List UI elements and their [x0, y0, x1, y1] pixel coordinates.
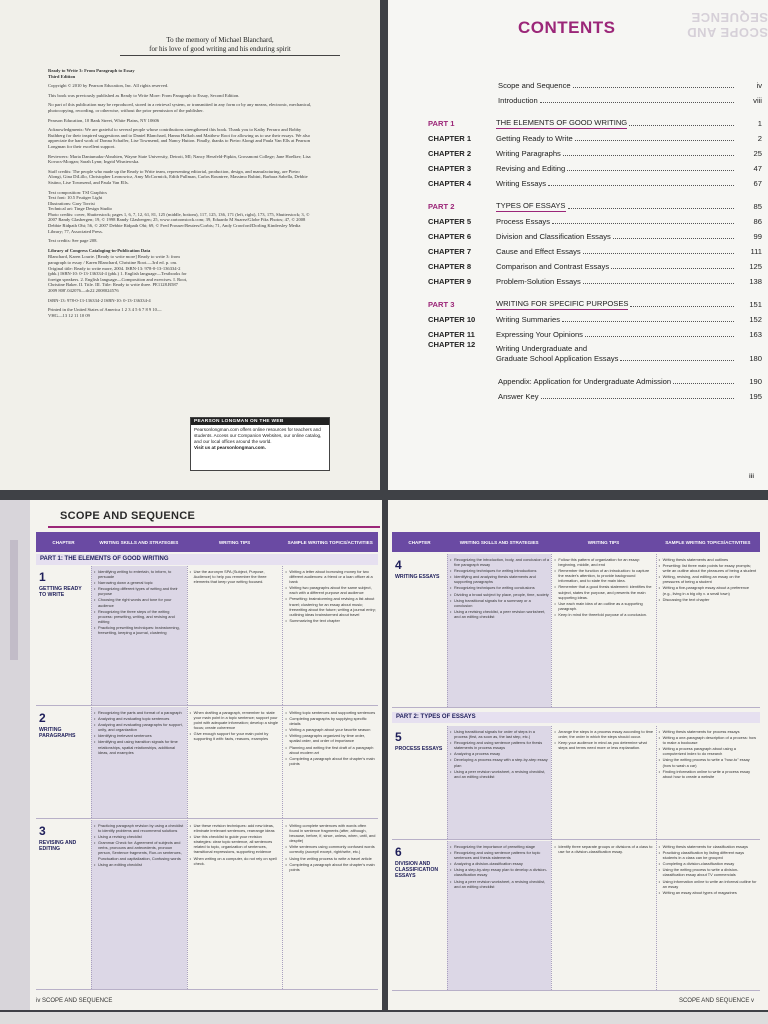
- toc-chapter: [428, 174, 762, 189]
- toc-page: 180: [749, 354, 762, 363]
- topics-cell: [282, 707, 378, 818]
- previous-edition: This book was previously published as Ready to Write More: From Paragraph to Essay, Second Edition.: [48, 92, 240, 98]
- bullet-item: • Writing complete sentences with words often found in sentence fragments (after, although, because, before, if, since, unless, when, until, and despite): [285, 823, 376, 843]
- table-of-contents: [428, 76, 762, 402]
- bullet-item: • Completing a division-classification essay: [659, 861, 758, 866]
- toc-title-line2: Graduate School Application Essays: [496, 354, 619, 363]
- toc-leader: [541, 398, 734, 399]
- tips-cell: [187, 566, 283, 705]
- bullet-item: • Recognizing the parts and format of a paragraph: [94, 710, 185, 715]
- toc-label: PART 1: [428, 119, 455, 128]
- topics-cell: [656, 841, 760, 990]
- toc-title: Appendix: Application for Undergraduate Admission: [498, 377, 672, 386]
- bullet-item: • Using a revising checklist: [94, 834, 185, 839]
- toc-leader: [575, 140, 734, 141]
- bullet-item: • Summarizing the text chapter: [285, 618, 376, 623]
- toc-page: 67: [753, 179, 762, 188]
- chapter-cell: [36, 820, 91, 989]
- toc-title: Process Essays: [496, 217, 551, 226]
- scope-row: [392, 554, 760, 708]
- toc-title: Problem-Solution Essays: [496, 277, 581, 286]
- printed-in: Printed in the United States of America 1 2 3 4 5 6 7 8 9 10—VHG—13 12 11 10 09: [48, 307, 162, 318]
- toc-spacer: [428, 287, 762, 295]
- chapter-name: DIVISION AND CLASSIFICATION ESSAYS: [395, 861, 439, 879]
- bullet-item: • Analyzing and evaluating paragraphs for support, unity, and organization: [94, 722, 185, 732]
- chapter-name: WRITING ESSAYS: [395, 574, 440, 580]
- chapter-cell: [392, 726, 447, 839]
- bullet-item: • Identifying and using transition signals for time relationships, spatial relationships, additional ideas, and examples: [94, 739, 185, 754]
- skills-cell: [91, 820, 187, 989]
- toc-page: 151: [749, 300, 762, 309]
- publisher-address: Pearson Education, 10 Bank Street, White Plains, NY 10606: [48, 117, 160, 123]
- bullet-item: • Using the writing process to write a "how-to" essay (how to wash a car): [659, 757, 758, 767]
- dedication-rule: [120, 55, 340, 56]
- skills-cell: [91, 566, 187, 705]
- bullet-item: • Use each main idea of an outline as a supporting paragraph.: [554, 601, 653, 611]
- bullet-item: • Remember that a good thesis statement: identifies the subject, states the purpose, and presents the main supporting ideas.: [554, 584, 653, 599]
- chapter-number: 5: [395, 730, 402, 744]
- toc-page: 1: [757, 119, 762, 128]
- cip-heading: Library of Congress Cataloging-in-Publication Data: [48, 247, 151, 253]
- bullet-item: • Writing paragraphs organized by time order, spatial order, and order of importance: [285, 733, 376, 743]
- toc-label: CHAPTER 9: [428, 277, 472, 286]
- toc-leader: [673, 383, 734, 384]
- bullet-item: • Writing a five-paragraph essay about a preference (e.g., living in a big city v. a small town): [659, 585, 758, 595]
- bullet-item: • Writing, revising, and editing an essay on the pressures of being a student: [659, 574, 758, 584]
- scope-row: [392, 726, 760, 840]
- toc-label: CHAPTER 6: [428, 232, 472, 241]
- header-skills: WRITING SKILLS AND STRATEGIES: [459, 539, 539, 545]
- bullet-item: • Keep in mind the threefold purpose of a conclusion.: [554, 612, 653, 617]
- toc-label: CHAPTER 4: [428, 179, 472, 188]
- toc-chapter: [428, 227, 762, 242]
- bullet-item: • Grammar Check for: Agreement of subjects and verbs, pronouns and antecedents, pronoun person, Sentence fragments, Run-on sentences, Punctuation and capitalization, Confusing words: [94, 840, 185, 860]
- toc-page: 2: [757, 134, 762, 143]
- toc-leader: [613, 238, 734, 239]
- bullet-item: • Writing thesis statements and outlines: [659, 557, 758, 562]
- toc-leader: [620, 360, 734, 361]
- toc-leader: [567, 170, 734, 171]
- ghost-heading: SCOPE AND SEQUENCE: [686, 10, 768, 40]
- toc-chapter: [428, 212, 762, 227]
- bullet-item: • When drafting a paragraph, remember to: state your main point in a topic sentence; support your point with adequate information; develop a single focus; create coherence: [190, 710, 281, 730]
- page-footer: SCOPE AND SEQUENCE v: [678, 998, 754, 1004]
- header-chapter: CHAPTER: [52, 539, 75, 545]
- bullet-item: • Recognizing the importance of prewriting stage: [450, 844, 549, 849]
- toc-part: [428, 114, 762, 129]
- toc-title: WRITING FOR SPECIFIC PURPOSES: [496, 299, 629, 308]
- bullet-item: • Prewriting: brainstorming and revising a list about travel; clustering for an essay about music; freewriting about the future; writing a journal entry; outlining ideas brainstormed about travel: [285, 596, 376, 616]
- staff-credits: Staff credits: The people who made up the Ready to Write team, representing editorial, production, design, and manufacturing, are Pietro Alongi, Gina DiLillo, Christopher Leonowicz, Amy McCormick, Edith Pullman, Carlos Rountree, Massimo Rubini, Barbara Sabella, Debbie Sistino, Lise Townsend, and Paula Van Ells.: [48, 168, 308, 185]
- toc-leader: [629, 125, 734, 126]
- bullet-item: • Use the acronym SPA (Subject, Purpose, Audience) to help you remember the three elements that keep your writing focused.: [190, 569, 281, 584]
- chapter-name: REVISING AND EDITING: [39, 840, 77, 852]
- bullet-item: • Recognizing techniques for writing conclusions: [450, 585, 549, 590]
- scope-row: [36, 820, 378, 990]
- bullet-item: • Practicing prewriting techniques: brainstorming, freewriting, keeping a journal, clustering: [94, 625, 185, 635]
- bullet-item: • Give enough support for your main point by supporting it with: facts, reasons, examples: [190, 731, 281, 741]
- bullet-item: • Using information online to write an informal outline for an essay: [659, 879, 758, 889]
- topics-cell: [282, 566, 378, 705]
- toc-item: [428, 372, 762, 387]
- bullet-item: • Writing a one-paragraph description of a process: how to make a bookcase: [659, 735, 758, 745]
- toc-title: Revising and Editing: [496, 164, 566, 173]
- bullet-item: • Recognizing and using sentence patterns for topic sentences and thesis statements: [450, 850, 549, 860]
- bullet-item: • Using a peer revision worksheet, a revising checklist, and an editing checklist: [450, 769, 549, 779]
- toc-page: 138: [749, 277, 762, 286]
- bullet-item: • Finding information online to write a process essay about how to create a website: [659, 769, 758, 779]
- toc-leader: [583, 253, 734, 254]
- skills-cell: [91, 707, 187, 818]
- bullet-item: • Narrowing down a general topic: [94, 580, 185, 585]
- tips-cell: [551, 841, 655, 990]
- toc-page: 195: [749, 392, 762, 401]
- toc-leader: [568, 208, 735, 209]
- chapter-cell: [36, 566, 91, 705]
- cip-data: Blanchard, Karen Lourie. [Ready to write more] Ready to write 3: from paragraph to essay / Karen Blanchard, Christine Root.—3rd ed. p. cm. Original title: Ready to write more, 2004. ISBN-13: 978-0-13-136334-2 (pbk.) ISBN-10: 0-13-136334-4 (pbk.) 1. English language—Textbooks for foreign speakers. 2. English language—Composition and exercises. I. Root, Christine Baker. II. Title. III. Title: Ready to write three. PE1128.B587 2009 808'.042076—dc22 2008024576: [48, 254, 188, 293]
- bullet-item: • Keep your audience in mind as you determine what steps and terms need more or less explanation.: [554, 740, 653, 750]
- bullet-item: • When writing on a computer, do not rely on spell check.: [190, 856, 281, 866]
- toc-page: 190: [749, 377, 762, 386]
- header-topics: SAMPLE WRITING TOPICS/ACTIVITIES: [665, 539, 751, 545]
- toc-title: Getting Ready to Write: [496, 134, 573, 143]
- header-tips: WRITING TIPS: [587, 539, 620, 545]
- bullet-item: • Write sentences using commonly confused words correctly (accept/ except, right/write, etc.): [285, 844, 376, 854]
- toc-label: CHAPTER 11: [428, 330, 475, 339]
- bullet-item: • Dividing a broad subject by place, people, time, society: [450, 592, 549, 597]
- toc-label: PART 3: [428, 300, 455, 309]
- ad-visit: Visit us at pearsonlongman.com.: [194, 445, 266, 450]
- scope-row: [36, 707, 378, 819]
- bullet-item: • Developing a process essay with a step-by-step essay plan: [450, 757, 549, 767]
- page-title: SCOPE AND SEQUENCE: [60, 510, 196, 522]
- bullet-item: • Writing a letter about borrowing money for two different audiences: a friend or a loan officer at a bank: [285, 569, 376, 584]
- toc-chapter: [428, 257, 762, 272]
- toc-title-line1: Writing Undergraduate and: [496, 344, 588, 353]
- book-title: Ready to Write 3: From Paragraph to Essay: [48, 68, 135, 73]
- toc-label: PART 2: [428, 202, 455, 211]
- page-number: iii: [748, 474, 754, 480]
- bullet-item: • Using an editing checklist: [94, 862, 185, 867]
- chapter-cell: [392, 841, 447, 990]
- contents-page: [388, 0, 768, 490]
- toc-item: [428, 91, 762, 106]
- toc-title: Writing Essays: [496, 179, 547, 188]
- bullet-item: • Completing a paragraph about the chapter's main points: [285, 862, 376, 872]
- toc-title: Expressing Your Opinions: [496, 330, 583, 339]
- sidebar-tab: [10, 540, 18, 660]
- toc-leader: [552, 223, 734, 224]
- tech-art-credit: Technical art: Tinge Design Studio: [48, 206, 112, 212]
- pearson-web-ad: [190, 417, 330, 471]
- toc-chapter: [428, 272, 762, 287]
- bullet-item: • Practicing classification by listing different ways students in a class can be grouped: [659, 850, 758, 860]
- ad-heading: PEARSON LONGMAN ON THE WEB: [191, 418, 329, 425]
- photo-credits: Photo credits: cover, Shutterstock; pages 1, 6, 7, 12, 61, 81, 125 (middle, bottom), 117, 125, 136, 171 (left, right), 173, 175, Shutterstock; 3, © 2007 Randy Glasbergen; 19, © 1998 Randy Glasbergen; 25, www.cartoonstock.com; 39, Eduardo M Suarez/Globe Fiks Photos; 47, © 2008 Debbie Ridpath Ohi; 56, © 2007 Debbie Ridpath Ohi; 69, © Fred Prouser/Reuters/Corbis; 71, Andy Crawford/Dorling Kindersley Media Library; 77, Associated Press.: [48, 211, 310, 234]
- header-chapter: CHAPTER: [408, 539, 431, 545]
- toc-part: [428, 295, 762, 310]
- toc-chapter: [428, 159, 762, 174]
- toc-page: 99: [753, 232, 762, 241]
- toc-leader: [562, 321, 734, 322]
- scope-row: [392, 841, 760, 991]
- toc-page: 25: [753, 149, 762, 158]
- bullet-item: • Arrange the steps in a process essay according to time order, the order in which the steps should occur.: [554, 729, 653, 739]
- toc-leader: [573, 87, 734, 88]
- topics-cell: [656, 554, 760, 707]
- toc-part: [428, 197, 762, 212]
- toc-title: Answer Key: [498, 392, 539, 401]
- chapter-number: 1: [39, 570, 46, 584]
- bullet-item: • Writing topic sentences and supporting sentences: [285, 710, 376, 715]
- chapter-number: 4: [395, 558, 402, 572]
- next-page-edge: [0, 1012, 768, 1024]
- toc-label: CHAPTER 1: [428, 134, 472, 143]
- acknowledgments: Acknowledgments: We are grateful to several people whose contributions strengthened this book. Thank you to Kathy Ferraro and Bobby Ruthberg for their inspired suggestions and to Daniel Blanchard, Hanna Halkoh and Matthew Root for allowing us to use their essays. We also appreciate the hard work of Donna Schaffer, Lise Townsend, and Nancy Hutton. Finally, thanks to Pietro Alongi and Paula Van Ells at Pearson Longman for their excellent support.: [48, 127, 311, 149]
- bullet-item: • Completing a paragraph about the chapter's main points: [285, 756, 376, 766]
- toc-leader: [583, 283, 734, 284]
- toc-leader: [548, 185, 734, 186]
- bullet-item: • Recognizing and using sentence patterns for thesis statements in process essays: [450, 740, 549, 750]
- text-composition: Text composition: TSI Graphics: [48, 189, 107, 195]
- toc-item: [428, 387, 762, 402]
- toc-title: Writing Paragraphs: [496, 149, 561, 158]
- bullet-item: • Remember the function of an introduction: to capture the reader's attention, to provide background information, and to state the main idea.: [554, 568, 653, 583]
- text-font: Text font: 10.5 Frutiger Light: [48, 195, 103, 201]
- bullet-item: • Writing thesis statements for classification essays: [659, 844, 758, 849]
- toc-title: Scope and Sequence: [498, 81, 571, 90]
- toc-chapter: [428, 144, 762, 159]
- edition: Third Edition: [48, 73, 76, 79]
- page-title: CONTENTS: [518, 18, 616, 37]
- bullet-item: • Using a peer revision worksheet, a revising checklist, and an editing checklist: [450, 879, 549, 889]
- toc-label: CHAPTER 5: [428, 217, 472, 226]
- scope-row: [36, 566, 378, 706]
- toc-chapter: [428, 325, 762, 340]
- toc-leader: [585, 336, 734, 337]
- toc-spacer: [428, 364, 762, 372]
- chapter-number: 6: [395, 845, 402, 859]
- toc-page: iv: [756, 81, 762, 90]
- tips-cell: [551, 554, 655, 707]
- skills-cell: [447, 726, 551, 839]
- bullet-item: • Recognizing different types of writing and their purpose: [94, 586, 185, 596]
- bullet-item: • Choosing the right words and tone for your audience: [94, 597, 185, 607]
- toc-title: Cause and Effect Essays: [496, 247, 581, 256]
- toc-spacer: [428, 106, 762, 114]
- copyright-page: [0, 0, 380, 490]
- toc-title: [496, 344, 618, 364]
- toc-leader: [630, 306, 734, 307]
- toc-item: [428, 76, 762, 91]
- isbn: ISBN-13: 978-0-13-136334-2 ISBN-10: 0-13-136334-4: [48, 297, 151, 303]
- copyright-notice: Copyright © 2010 by Pearson Education, Inc. All rights reserved.: [48, 83, 169, 89]
- bullet-item: • Using a revising checklist, a peer revision worksheet, and an editing checklist: [450, 609, 549, 619]
- skills-cell: [447, 841, 551, 990]
- ad-body: Pearsonlongman.com offers online resources for teachers and students. Access our Companion Websites, our online catalog, and our local offices around the world.: [194, 427, 322, 444]
- text-credits: Text credits: See page 208.: [48, 238, 98, 244]
- scope-page-right: [388, 500, 768, 1010]
- bullet-item: • Practicing paragraph revision by using a checklist to identify problems and recommend solutions: [94, 823, 185, 833]
- bullet-item: • Use this checklist to guide your revision strategies: clear topic sentence, all sentences related to topic, organization of sentences, transitional expressions, supporting evidence: [190, 834, 281, 854]
- toc-title: Division and Classification Essays: [496, 232, 611, 241]
- part-band: PART 2: TYPES OF ESSAYS: [392, 712, 760, 723]
- bullet-item: • Using the writing process to write a travel article: [285, 856, 376, 861]
- bullet-item: • Recognizing the introduction, body, and conclusion of a five paragraph essay: [450, 557, 549, 567]
- bullet-item: • Writing a paragraph about your favorite season: [285, 727, 376, 732]
- chapter-name: GETTING READY TO WRITE: [39, 586, 82, 598]
- chapter-number: 2: [39, 711, 46, 725]
- toc-chapter: [428, 340, 762, 364]
- part-band: PART 1: THE ELEMENTS OF GOOD WRITING: [36, 554, 378, 565]
- tips-cell: [551, 726, 655, 839]
- toc-page: 85: [753, 202, 762, 211]
- bullet-item: • Using a step-by-step essay plan to develop a division-classification essay: [450, 867, 549, 877]
- toc-chapter: [428, 310, 762, 325]
- illustrations-credit: Illustrations: Gary Torrisi: [48, 200, 95, 206]
- header-topics: SAMPLE WRITING TOPICS/ACTIVITIES: [287, 539, 373, 545]
- toc-title: Introduction: [498, 96, 538, 105]
- chapter-name: PROCESS ESSAYS: [395, 746, 443, 752]
- toc-page: 152: [749, 315, 762, 324]
- chapter-name: WRITING PARAGRAPHS: [39, 727, 76, 739]
- reproduction-notice: No part of this publication may be reproduced, stored in a retrieval system, or transmitted in any form or by any means, electronic, mechanical, photocopying, recording, or otherwise, without the prior permission of the publisher.: [48, 102, 312, 113]
- tips-cell: [187, 707, 283, 818]
- toc-page: 111: [750, 247, 762, 256]
- topics-cell: [656, 726, 760, 839]
- topics-cell: [282, 820, 378, 989]
- bullet-item: • Planning and writing the first draft of a paragraph about modern art: [285, 745, 376, 755]
- page-footer: iv SCOPE AND SEQUENCE: [36, 998, 113, 1004]
- title-rule: [48, 526, 380, 528]
- bullet-item: • Identifying irrelevant sentences: [94, 733, 185, 738]
- toc-leader: [563, 155, 734, 156]
- bullet-item: • Analyzing a division-classification essay: [450, 861, 549, 866]
- toc-page: viii: [753, 96, 762, 105]
- bullet-item: • Using transitional signals for a summary or a conclusion: [450, 598, 549, 608]
- toc-leader: [540, 102, 734, 103]
- table-header: [392, 532, 760, 552]
- toc-label: CHAPTER 2: [428, 149, 472, 158]
- chapter-cell: [392, 554, 447, 707]
- bullet-item: • Discussing the text chapter: [659, 597, 758, 602]
- toc-page: 86: [753, 217, 762, 226]
- toc-label: CHAPTER 10: [428, 315, 476, 324]
- bullet-item: • Recognizing the three steps of the writing process: prewriting, writing, and revising and editing: [94, 609, 185, 624]
- skills-cell: [447, 554, 551, 707]
- toc-label: CHAPTER 12: [428, 340, 476, 349]
- bullet-item: • Identify three separate groups or divisions of a class to use for a division-classification essay.: [554, 844, 653, 854]
- header-skills: WRITING SKILLS AND STRATEGIES: [99, 539, 179, 545]
- header-tips: WRITING TIPS: [218, 539, 251, 545]
- toc-page: 125: [749, 262, 762, 271]
- scope-page-left: [0, 500, 382, 1010]
- bullet-item: • Prewriting: list three main points for essay prompts; write an outline about the pleasures of being a student: [659, 563, 758, 573]
- toc-leader: [611, 268, 734, 269]
- toc-chapter: [428, 129, 762, 144]
- bullet-item: • Identifying writing to entertain, to inform, to persuade: [94, 569, 185, 579]
- chapter-cell: [36, 707, 91, 818]
- toc-title: Writing Summaries: [496, 315, 560, 324]
- toc-label: CHAPTER 8: [428, 262, 472, 271]
- toc-page: 163: [749, 330, 762, 339]
- bullet-item: • Analyzing a process essay: [450, 751, 549, 756]
- bullet-item: • Using transitional signals for order of steps in a process (first, as soon as, the last step, etc.): [450, 729, 549, 739]
- bullet-item: • Follow this pattern of organization for an essay: beginning, middle, and end: [554, 557, 653, 567]
- bullet-item: • Writing a process paragraph about using a computerized index to do research: [659, 746, 758, 756]
- toc-spacer: [428, 189, 762, 197]
- bullet-item: • Writing an essay about types of magazines: [659, 890, 758, 895]
- reviewers: Reviewers: Maria Dantumaku-Abrahien, Wayne State University, Detroit, MI; Nancy Herzfeld-Pipkin, Grossmont College; Jane Hoelker; Lisa Kovacs-Morgan; Sarah Lynn; Ingrid Wisniewska.: [48, 153, 311, 165]
- bullet-item: • Completing paragraphs by supplying specific details: [285, 716, 376, 726]
- chapter-number: 3: [39, 824, 46, 838]
- dedication: To the memory of Michael Blanchard, for his love of good writing and his enduring spirit: [149, 36, 291, 53]
- toc-title: THE ELEMENTS OF GOOD WRITING: [496, 118, 628, 127]
- toc-chapter: [428, 242, 762, 257]
- tips-cell: [187, 820, 283, 989]
- bullet-item: • Writing thesis statements for process essays: [659, 729, 758, 734]
- bullet-item: • Analyzing and evaluating topic sentences: [94, 716, 185, 721]
- toc-page: 47: [753, 164, 762, 173]
- toc-title: Comparison and Contrast Essays: [496, 262, 610, 271]
- table-header: [36, 532, 378, 552]
- toc-title: TYPES OF ESSAYS: [496, 201, 566, 210]
- bullet-item: • Writing two paragraphs about the same subject, each with a different purpose and audience: [285, 585, 376, 595]
- bullet-item: • Recognizing techniques for writing introductions: [450, 568, 549, 573]
- toc-label: CHAPTER 3: [428, 164, 472, 173]
- bullet-item: • Using the writing process to write a division-classification essay about TV commercials: [659, 867, 758, 877]
- bullet-item: • Identifying and analyzing thesis statements and supporting paragraphs: [450, 574, 549, 584]
- copyright-text: [48, 68, 313, 322]
- bullet-item: • Use these revision techniques: add new ideas, eliminate irrelevant sentences, rearrange ideas: [190, 823, 281, 833]
- toc-label: CHAPTER 7: [428, 247, 472, 256]
